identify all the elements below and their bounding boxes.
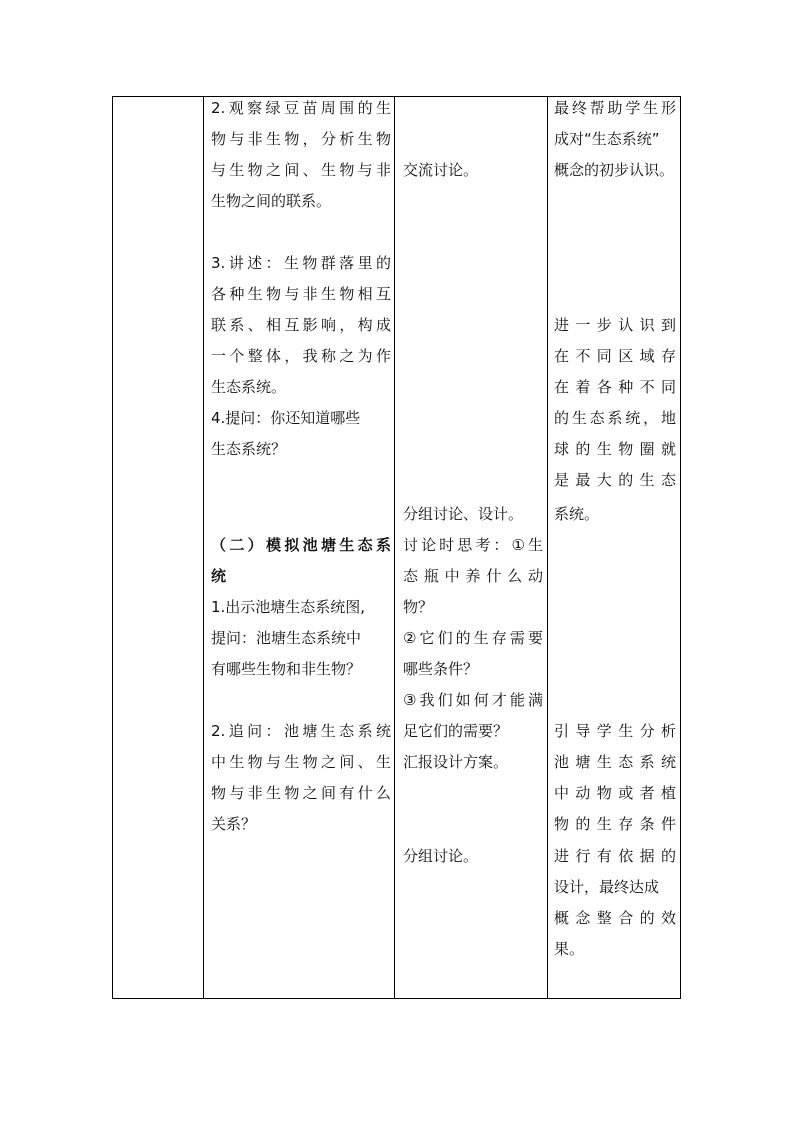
section-heading: （二）模拟池塘生态系 [211, 536, 391, 554]
text-line: 进行有依据的 [554, 847, 676, 865]
text-line: 在不同区域存 [554, 347, 676, 365]
text-line: 生态系统。 [211, 378, 287, 396]
text-line: 1.出示池塘生态系统图, [211, 598, 366, 616]
text-line: 进一步认识到 [554, 316, 676, 334]
text-line: 生态系统？ [211, 440, 287, 458]
text-line: 态瓶中养什么动 [403, 567, 543, 585]
text-line: 有哪些生物和非生物？ [211, 660, 362, 678]
text-line: 联系、相互影响，构成 [211, 316, 391, 334]
text-line: 概念整合的效 [554, 909, 676, 927]
text-line: 球的生物圈就 [554, 440, 676, 458]
text-line: 系统。 [554, 505, 600, 523]
section-heading-cont: 统 [211, 567, 227, 585]
text-line: 哪些条件？ [403, 660, 479, 678]
column-divider-1 [203, 96, 204, 999]
text-line: 设计，最终达成 [554, 878, 660, 896]
text-line: 中动物或者植 [554, 784, 676, 802]
text-line: 分组讨论、设计。 [403, 505, 524, 523]
text-line: 交流讨论。 [403, 161, 479, 179]
text-line: 在着各种不同 [554, 378, 676, 396]
column-divider-2 [394, 96, 395, 999]
text-line: 3.讲述：生物群落里的 [211, 254, 391, 272]
text-line: 2.追问：池塘生态系统 [211, 722, 391, 740]
text-line: 物的生存条件 [554, 815, 676, 833]
text-line: 概念的初步认识。 [554, 161, 675, 179]
text-line: 成对“生态系统” [554, 130, 660, 148]
text-line: 各种生物与非生物相互 [211, 285, 391, 303]
text-line: 4.提问：你还知道哪些 [211, 409, 361, 427]
text-line: 一个整体，我称之为作 [211, 347, 391, 365]
text-line: 汇报设计方案。 [403, 753, 509, 771]
text-line: 的生态系统，地 [554, 409, 676, 427]
text-line: 最终帮助学生形 [554, 99, 676, 117]
table-border-left [112, 96, 113, 999]
text-line: 是最大的生态 [554, 471, 676, 489]
text-line: 2.观察绿豆苗周围的生 [211, 99, 391, 117]
text-line: 物与非生物之间有什么 [211, 784, 391, 802]
text-line: 分组讨论。 [403, 847, 479, 865]
text-line: 物？ [403, 598, 434, 616]
table-top-border [112, 96, 681, 97]
text-line: 关系？ [211, 815, 257, 833]
text-line: 足它们的需要？ [403, 722, 509, 740]
text-line: 物与非生物，分析生物 [211, 130, 391, 148]
text-line: 引导学生分析 [554, 722, 676, 740]
column-divider-3 [547, 96, 548, 999]
text-line: 果。 [554, 940, 585, 958]
table-bottom-border [112, 998, 681, 999]
text-line: 中生物与生物之间、生 [211, 753, 391, 771]
text-line: 与生物之间、生物与非 [211, 161, 391, 179]
table-border-right [680, 96, 681, 999]
text-line: 生物之间的联系。 [211, 192, 332, 210]
text-line: 池塘生态系统 [554, 753, 676, 771]
text-line: ③我们如何才能满 [403, 691, 543, 709]
text-line: 讨论时思考：①生 [403, 536, 543, 554]
text-line: ②它们的生存需要 [403, 629, 543, 647]
text-line: 提问：池塘生态系统中 [211, 629, 362, 647]
